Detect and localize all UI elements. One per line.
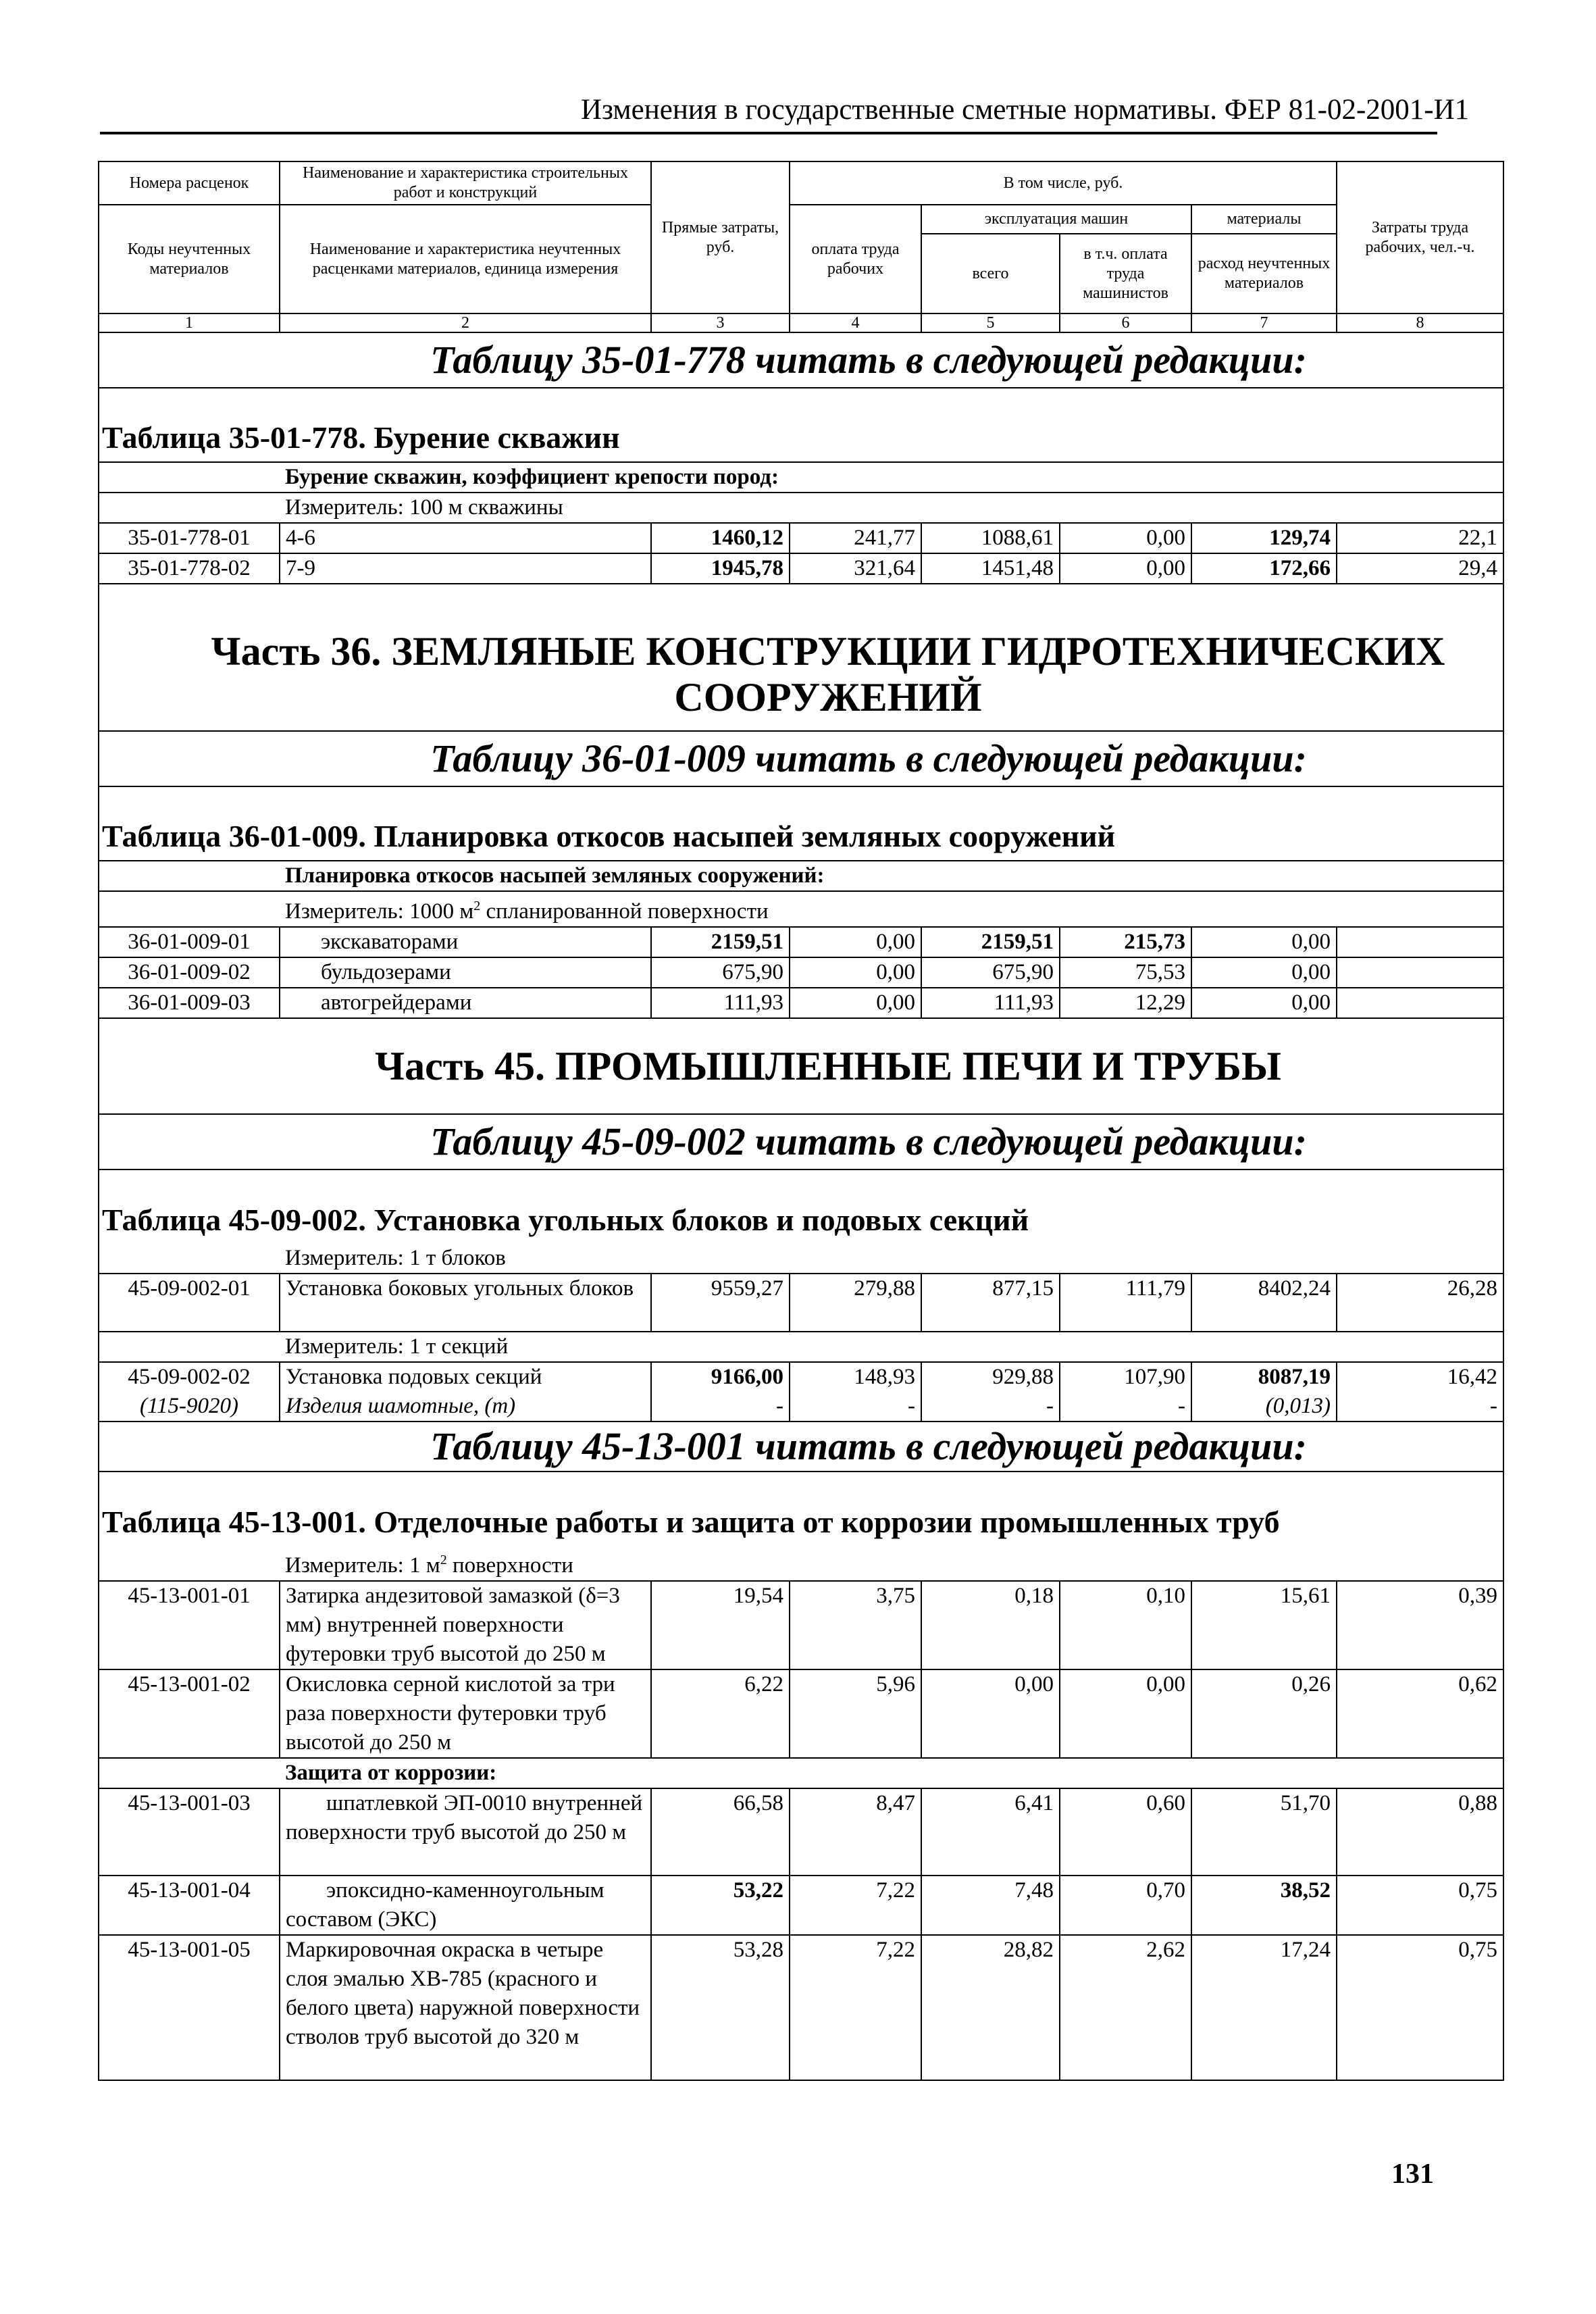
machinist-pay: 0,00: [1060, 553, 1191, 584]
labor-hours: 0,62: [1337, 1669, 1503, 1758]
unit-of-measure: Измеритель: 1 т секций: [280, 1332, 1503, 1362]
direct-costs: 66,58: [651, 1788, 790, 1876]
table-row: [99, 957, 1503, 988]
worker-pay: 321,64: [790, 553, 921, 584]
labor-hours: 0,88: [1337, 1788, 1503, 1876]
work-name: шпатлевкой ЭП-0010 внутренней поверхности труб высотой до 250 м: [280, 1788, 651, 1876]
labor-hours: 22,1: [1337, 523, 1503, 553]
work-name: эпоксидно-каменноугольным составом (ЭКС): [280, 1876, 651, 1935]
table-row: [99, 1788, 1503, 1876]
work-name: 4-6: [280, 523, 651, 553]
worker-pay: 0,00: [790, 957, 921, 988]
labor-hours: 0,39: [1337, 1581, 1503, 1669]
redaction-row: [99, 1114, 1503, 1169]
table-title-row: [99, 1169, 1503, 1244]
rate-code: 45-13-001-03: [99, 1788, 280, 1876]
materials-cost: 129,74: [1191, 523, 1337, 553]
column-number: 5: [921, 313, 1060, 332]
column-number: 7: [1191, 313, 1337, 332]
machinist-pay: 107,90: [1060, 1362, 1191, 1392]
materials-cost: 38,52: [1191, 1876, 1337, 1935]
table-title-row: [99, 388, 1503, 462]
work-name: автогрейдерами: [280, 988, 651, 1018]
table-row: [99, 1876, 1503, 1935]
table-row: [99, 523, 1503, 553]
unit-of-measure: Измеритель: 1 т блоков: [280, 1244, 1503, 1274]
table-subheading: Защита от коррозии:: [280, 1758, 1503, 1788]
machine-total: 929,88: [921, 1362, 1060, 1392]
unit-row: [99, 1546, 1503, 1581]
header-material-consumption: расход неучтенных материалов: [1191, 234, 1337, 313]
header-materials: материалы: [1191, 205, 1337, 234]
table-row: [99, 1581, 1503, 1669]
running-header: Изменения в государственные сметные нормативы. ФЕР 81-02-2001-И1: [581, 94, 1470, 126]
rate-code: 45-13-001-02: [99, 1669, 280, 1758]
machine-total: 1088,61: [921, 523, 1060, 553]
materials-cost: 0,26: [1191, 1669, 1337, 1758]
worker-pay: 279,88: [790, 1274, 921, 1332]
header-machine-operation: эксплуатация машин: [921, 205, 1191, 234]
work-name: бульдозерами: [280, 957, 651, 988]
table-row: [99, 1274, 1503, 1332]
unit-row: [99, 1332, 1503, 1362]
column-number-row: [99, 313, 1503, 332]
worker-pay: 0,00: [790, 988, 921, 1018]
machinist-pay: 111,79: [1060, 1274, 1191, 1332]
work-name: Установка боковых угольных блоков: [280, 1274, 651, 1332]
labor-hours: [1337, 927, 1503, 957]
unit-text: Измеритель: 1 м: [285, 1553, 440, 1578]
table-row: [99, 1935, 1503, 2080]
materials-cost: 17,24: [1191, 1935, 1337, 2080]
materials-cost: 0,00: [1191, 927, 1337, 957]
rate-code: 36-01-009-02: [99, 957, 280, 988]
table-title: Таблица 35-01-778. Бурение скважин: [99, 388, 1503, 462]
direct-costs: 2159,51: [651, 927, 790, 957]
worker-pay: 148,93: [790, 1362, 921, 1392]
machine-total: 0,18: [921, 1581, 1060, 1669]
machine-total: 111,93: [921, 988, 1060, 1018]
work-name: экскаваторами: [280, 927, 651, 957]
page-number: 131: [1391, 2159, 1434, 2190]
column-number: 8: [1337, 313, 1503, 332]
machine-total: 6,41: [921, 1788, 1060, 1876]
worker-pay: 3,75: [790, 1581, 921, 1669]
worker-pay: 7,22: [790, 1876, 921, 1935]
direct-costs: 9559,27: [651, 1274, 790, 1332]
unit-text: поверхности: [446, 1553, 573, 1578]
column-number: 1: [99, 313, 280, 332]
labor-hours: 0,75: [1337, 1876, 1503, 1935]
labor-hours: 16,42: [1337, 1362, 1503, 1392]
work-name: 7-9: [280, 553, 651, 584]
direct-costs: 1945,78: [651, 553, 790, 584]
redaction-row: [99, 332, 1503, 388]
machine-total: 28,82: [921, 1935, 1060, 2080]
table-title-row: [99, 1472, 1503, 1546]
table-subheading: Планировка откосов насыпей земляных сооружений:: [280, 861, 1503, 891]
part-title-row: [99, 1018, 1503, 1114]
labor-hours: 0,75: [1337, 1935, 1503, 2080]
subhead-row: [99, 861, 1503, 891]
rate-code: 45-13-001-01: [99, 1581, 280, 1669]
material-name: Изделия шамотные, (т): [280, 1392, 651, 1422]
machinist-pay: 2,62: [1060, 1935, 1191, 2080]
rate-code: 45-13-001-05: [99, 1935, 280, 2080]
worker-pay: 7,22: [790, 1935, 921, 2080]
direct-costs: 19,54: [651, 1581, 790, 1669]
rate-code: 35-01-778-01: [99, 523, 280, 553]
unit-row: [99, 493, 1503, 523]
table-title: Таблица 36-01-009. Планировка откосов насыпей земляных сооружений: [99, 786, 1503, 861]
machine-total: 1451,48: [921, 553, 1060, 584]
labor-hours: [1337, 988, 1503, 1018]
rate-code: 45-09-002-01: [99, 1274, 280, 1332]
materials-cost: 0,00: [1191, 957, 1337, 988]
machine-total: -: [921, 1392, 1060, 1422]
redaction-notice: Таблицу 35-01-778 читать в следующей редакции:: [99, 332, 1503, 388]
machinist-pay: 0,00: [1060, 1669, 1191, 1758]
table-row: [99, 1362, 1503, 1392]
machine-total: 0,00: [921, 1669, 1060, 1758]
materials-cost: 51,70: [1191, 1788, 1337, 1876]
column-header-row-1: [99, 161, 1503, 205]
work-name: Установка подовых секций: [280, 1362, 651, 1392]
header-material-name: Наименование и характеристика неучтенных расценками материалов, единица измерения: [280, 205, 651, 313]
materials-cost: 8087,19: [1191, 1362, 1337, 1392]
materials-cost: 8402,24: [1191, 1274, 1337, 1332]
header-work-name: Наименование и характеристика строительных работ и конструкций: [280, 161, 651, 205]
labor-hours: 29,4: [1337, 553, 1503, 584]
header-machine-total: всего: [921, 234, 1060, 313]
materials-cost: 0,00: [1191, 988, 1337, 1018]
labor-hours: 26,28: [1337, 1274, 1503, 1332]
machine-total: 7,48: [921, 1876, 1060, 1935]
column-number: 4: [790, 313, 921, 332]
subhead-row: [99, 1758, 1503, 1788]
part-title-row: [99, 584, 1503, 731]
direct-costs: 9166,00: [651, 1362, 790, 1392]
column-number: 3: [651, 313, 790, 332]
direct-costs: 111,93: [651, 988, 790, 1018]
table-title: Таблица 45-09-002. Установка угольных блоков и подовых секций: [99, 1169, 1503, 1244]
direct-costs: 53,28: [651, 1935, 790, 2080]
table-subheading: Бурение скважин, коэффициент крепости пород:: [280, 462, 1503, 493]
worker-pay: 8,47: [790, 1788, 921, 1876]
machinist-pay: 12,29: [1060, 988, 1191, 1018]
direct-costs: 675,90: [651, 957, 790, 988]
table-row: [99, 553, 1503, 584]
header-rule: [100, 132, 1437, 134]
column-number: 6: [1060, 313, 1191, 332]
rate-code: 45-09-002-02: [99, 1362, 280, 1392]
header-machinist-pay: в т.ч. оплата труда машинистов: [1060, 234, 1191, 313]
header-direct-costs: Прямые затраты, руб.: [651, 161, 790, 313]
materials-cost: 15,61: [1191, 1581, 1337, 1669]
redaction-notice: Таблицу 45-09-002 читать в следующей редакции:: [99, 1114, 1503, 1169]
table-title: Таблица 45-13-001. Отделочные работы и защита от коррозии промышленных труб: [99, 1472, 1503, 1546]
part-title: [99, 584, 1503, 731]
header-worker-pay: оплата труда рабочих: [790, 205, 921, 313]
material-row: [99, 1392, 1503, 1422]
worker-pay: 5,96: [790, 1669, 921, 1758]
direct-costs: 1460,12: [651, 523, 790, 553]
table-row: [99, 988, 1503, 1018]
unit-text: спланированной поверхности: [480, 899, 769, 924]
machinist-pay: 215,73: [1060, 927, 1191, 957]
part-title: Часть 45. ПРОМЫШЛЕННЫЕ ПЕЧИ И ТРУБЫ: [99, 1018, 1503, 1114]
table-row: [99, 1669, 1503, 1758]
direct-costs: 6,22: [651, 1669, 790, 1758]
header-labor-hours: Затраты труда рабочих, чел.-ч.: [1337, 161, 1503, 313]
material-consumption: (0,013): [1191, 1392, 1337, 1422]
direct-costs: -: [651, 1392, 790, 1422]
unit-row: [99, 891, 1503, 927]
unit-of-measure: [280, 891, 1503, 927]
materials-cost: 172,66: [1191, 553, 1337, 584]
subhead-row: [99, 462, 1503, 493]
unit-row: [99, 1244, 1503, 1274]
estimate-table: [98, 161, 1504, 2081]
rate-code: 36-01-009-01: [99, 927, 280, 957]
part-title-line: СООРУЖЕНИЙ: [674, 675, 982, 720]
header-rate-numbers: Номера расценок: [99, 161, 280, 205]
rate-code: 35-01-778-02: [99, 553, 280, 584]
labor-hours: [1337, 957, 1503, 988]
table-title-row: [99, 786, 1503, 861]
machine-total: 877,15: [921, 1274, 1060, 1332]
work-name: Маркировочная окраска в четыре слоя эмалью ХВ-785 (красного и белого цвета) наружной поверхности стволов труб высотой до 320 м: [280, 1935, 651, 2080]
unit-superscript: 2: [440, 1553, 447, 1567]
unit-superscript: 2: [473, 899, 481, 913]
work-name: Затирка андезитовой замазкой (δ=3 мм) внутренней поверхности футеровки труб высотой до 250 м: [280, 1581, 651, 1669]
column-header-row-2: [99, 205, 1503, 234]
machinist-pay: -: [1060, 1392, 1191, 1422]
machinist-pay: 75,53: [1060, 957, 1191, 988]
column-number: 2: [280, 313, 651, 332]
rate-code: 45-13-001-04: [99, 1876, 280, 1935]
material-code: (115-9020): [99, 1392, 280, 1422]
header-including: В том числе, руб.: [790, 161, 1337, 205]
header-material-codes: Коды неучтенных материалов: [99, 205, 280, 313]
direct-costs: 53,22: [651, 1876, 790, 1935]
redaction-notice: Таблицу 45-13-001 читать в следующей редакции:: [99, 1422, 1503, 1472]
part-title-line: Часть 36. ЗЕМЛЯНЫЕ КОНСТРУКЦИИ ГИДРОТЕХНИЧЕСКИХ: [211, 629, 1445, 674]
worker-pay: 241,77: [790, 523, 921, 553]
redaction-notice: Таблицу 36-01-009 читать в следующей редакции:: [99, 731, 1503, 786]
unit-of-measure: Измеритель: 100 м скважины: [280, 493, 1503, 523]
table-row: [99, 927, 1503, 957]
work-name: Окисловка серной кислотой за три раза поверхности футеровки труб высотой до 250 м: [280, 1669, 651, 1758]
machine-total: 675,90: [921, 957, 1060, 988]
rate-code: 36-01-009-03: [99, 988, 280, 1018]
machinist-pay: 0,60: [1060, 1788, 1191, 1876]
machinist-pay: 0,10: [1060, 1581, 1191, 1669]
machinist-pay: 0,70: [1060, 1876, 1191, 1935]
redaction-row: [99, 1422, 1503, 1472]
worker-pay: -: [790, 1392, 921, 1422]
unit-of-measure: [280, 1546, 1503, 1581]
unit-text: Измеритель: 1000 м: [285, 899, 474, 924]
machine-total: 2159,51: [921, 927, 1060, 957]
redaction-row: [99, 731, 1503, 786]
labor-hours: -: [1337, 1392, 1503, 1422]
machinist-pay: 0,00: [1060, 523, 1191, 553]
worker-pay: 0,00: [790, 927, 921, 957]
